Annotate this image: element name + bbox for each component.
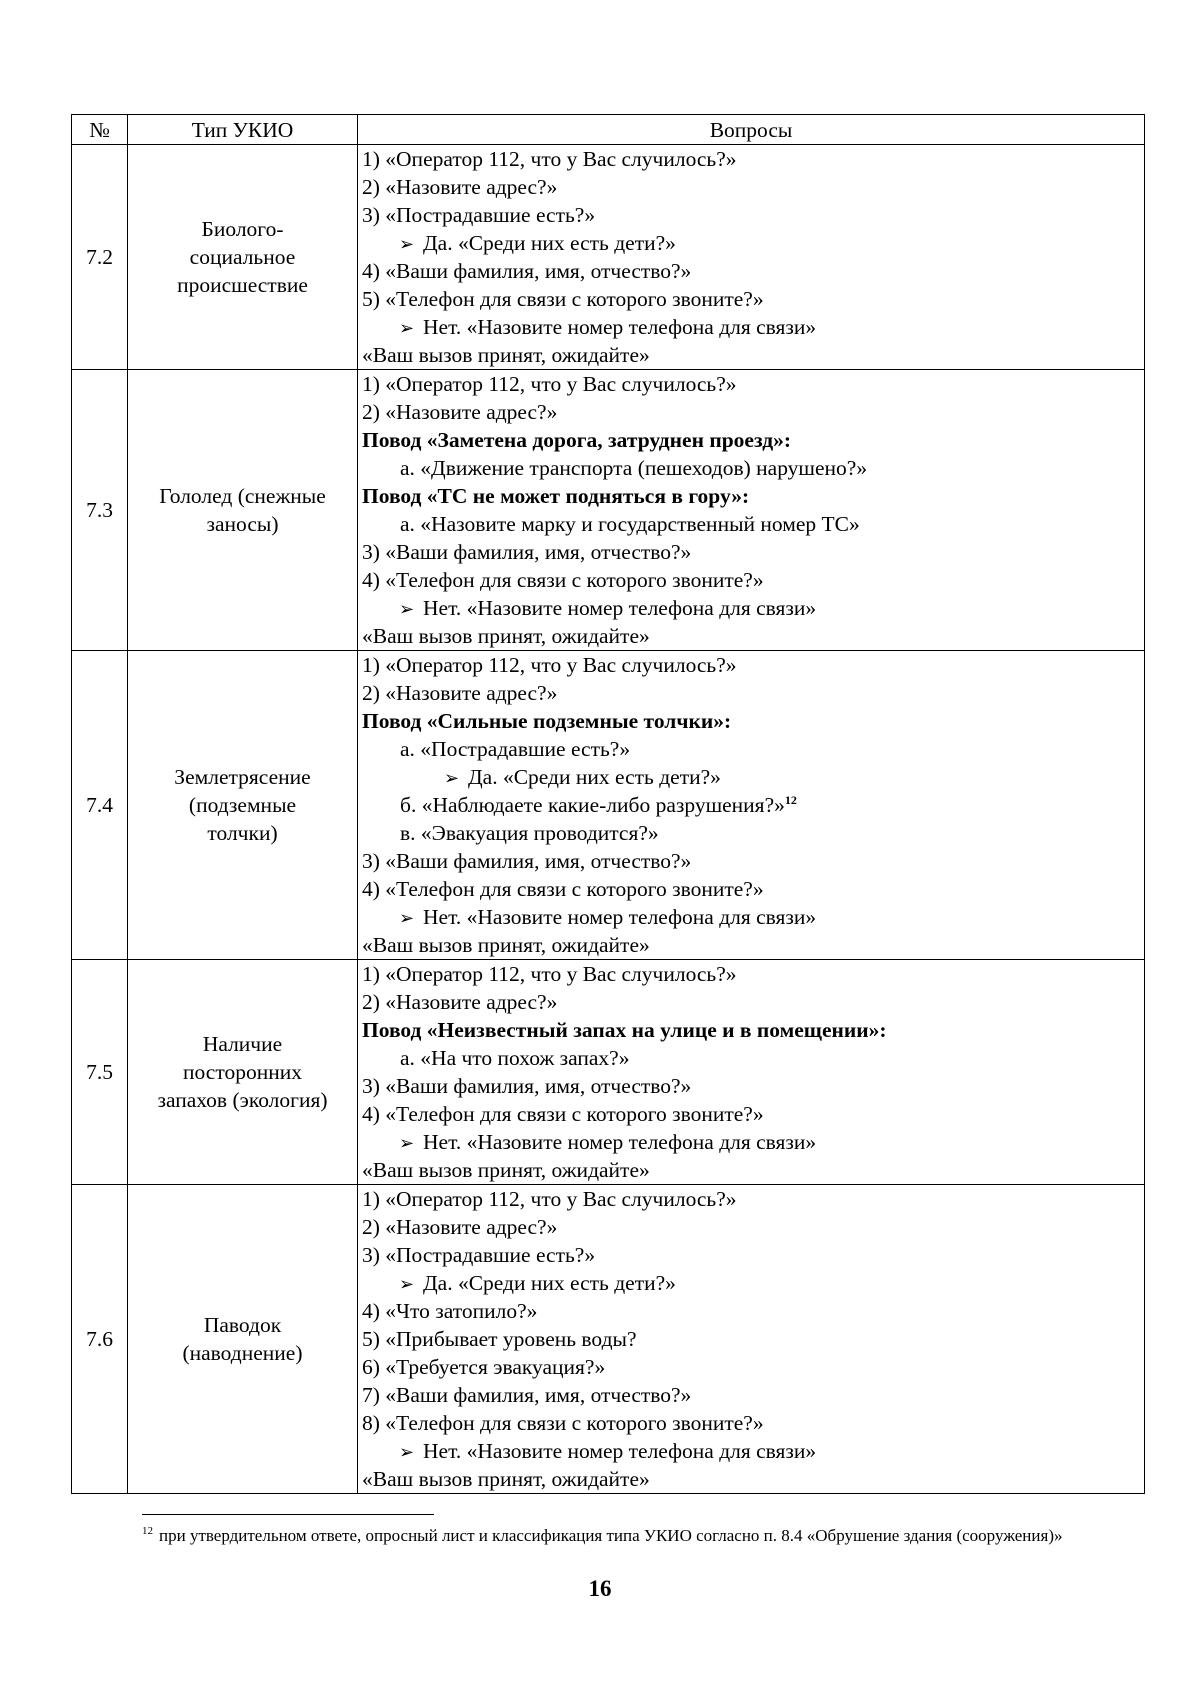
row-type [128, 370, 358, 651]
arrow-bullet-icon: ➢ [399, 1274, 415, 1295]
question-line [362, 763, 1140, 791]
question-text: 4) «Телефон для связи с которого звоните?» [362, 877, 764, 901]
question-text: в. «Эвакуация проводится?» [400, 821, 659, 845]
question-line [362, 622, 1140, 650]
type-line: Наличие [202, 1032, 283, 1056]
question-line [362, 988, 1140, 1016]
question-text: 4) «Что затопило?» [362, 1299, 538, 1323]
footnote-separator [142, 1514, 434, 1515]
question-line [362, 707, 1140, 735]
question-text: Нет. «Назовите номер телефона для связи» [423, 1439, 817, 1463]
question-line [362, 566, 1140, 594]
question-text: 3) «Пострадавшие есть?» [362, 203, 596, 227]
question-line [362, 341, 1140, 369]
question-line [362, 875, 1140, 903]
question-line [362, 1325, 1140, 1353]
table-row [72, 651, 1145, 960]
question-text: Повод «Неизвестный запах на улице и в помещении»: [362, 1018, 887, 1042]
question-line [362, 1297, 1140, 1325]
arrow-bullet-icon: ➢ [444, 768, 460, 789]
question-text: 2) «Назовите адрес?» [362, 175, 558, 199]
header-questions: Вопросы [358, 115, 1145, 145]
row-number: 7.4 [72, 651, 128, 960]
question-line [362, 679, 1140, 707]
question-text: 1) «Оператор 112, что у Вас случилось?» [362, 962, 737, 986]
question-text: 1) «Оператор 112, что у Вас случилось?» [362, 147, 737, 171]
question-line [362, 1269, 1140, 1297]
header-type: Тип УКИО [128, 115, 358, 145]
question-text: 3) «Пострадавшие есть?» [362, 1243, 596, 1267]
footnote-reference: 12 [784, 792, 797, 807]
question-text: 3) «Ваши фамилия, имя, отчество?» [362, 540, 692, 564]
question-text: Да. «Среди них есть дети?» [423, 1271, 676, 1295]
question-text: 1) «Оператор 112, что у Вас случилось?» [362, 653, 737, 677]
question-line [362, 454, 1140, 482]
question-line [362, 1100, 1140, 1128]
question-text: «Ваш вызов принят, ожидайте» [362, 933, 650, 957]
arrow-bullet-icon: ➢ [399, 1133, 415, 1154]
footnote-marker: 12 [142, 1525, 153, 1538]
question-text: «Ваш вызов принят, ожидайте» [362, 624, 650, 648]
row-type [128, 1185, 358, 1494]
question-line [362, 960, 1140, 988]
question-text: а. «Движение транспорта (пешеходов) нарушено?» [400, 456, 868, 480]
row-questions [358, 651, 1145, 960]
row-questions [358, 370, 1145, 651]
questionnaire-table [71, 114, 1145, 1494]
question-line [362, 1044, 1140, 1072]
question-line [362, 931, 1140, 959]
question-text: а. «Пострадавшие есть?» [400, 737, 631, 761]
type-line: Гололед (снежные [159, 484, 326, 508]
type-line: социальное [189, 245, 296, 269]
row-type [128, 651, 358, 960]
type-line: посторонних [183, 1060, 302, 1084]
question-text: 6) «Требуется эвакуация?» [362, 1355, 606, 1379]
question-text: 4) «Ваши фамилия, имя, отчество?» [362, 259, 692, 283]
table-body [72, 145, 1145, 1494]
question-line [362, 1072, 1140, 1100]
header-number: № [72, 115, 128, 145]
arrow-bullet-icon: ➢ [399, 234, 415, 255]
row-number: 7.2 [72, 145, 128, 370]
row-questions [358, 960, 1145, 1185]
type-line: (подземные [188, 793, 297, 817]
question-line [362, 791, 1140, 819]
question-line [362, 482, 1140, 510]
question-line [362, 398, 1140, 426]
row-number: 7.3 [72, 370, 128, 651]
question-line [362, 510, 1140, 538]
question-text: 1) «Оператор 112, что у Вас случилось?» [362, 372, 737, 396]
question-line [362, 1156, 1140, 1184]
question-line [362, 1465, 1140, 1493]
type-line: (наводнение) [182, 1341, 303, 1365]
question-line [362, 426, 1140, 454]
question-text: «Ваш вызов принят, ожидайте» [362, 343, 650, 367]
type-line: Биолого- [201, 217, 284, 241]
table-row [72, 960, 1145, 1185]
question-text: 3) «Ваши фамилия, имя, отчество?» [362, 849, 692, 873]
question-text: Нет. «Назовите номер телефона для связи» [423, 905, 817, 929]
question-text: б. «Наблюдаете какие-либо разрушения?» [400, 793, 785, 817]
arrow-bullet-icon: ➢ [399, 1442, 415, 1463]
row-number: 7.6 [72, 1185, 128, 1494]
question-text: а. «На что похож запах?» [400, 1046, 630, 1070]
table-row [72, 145, 1145, 370]
table-row [72, 1185, 1145, 1494]
arrow-bullet-icon: ➢ [399, 908, 415, 929]
question-text: а. «Назовите марку и государственный номер ТС» [400, 512, 860, 536]
question-line [362, 145, 1140, 173]
question-text: «Ваш вызов принят, ожидайте» [362, 1158, 650, 1182]
question-text: 8) «Телефон для связи с которого звоните?» [362, 1411, 764, 1435]
table-header-row [72, 115, 1145, 145]
question-text: «Ваш вызов принят, ожидайте» [362, 1467, 650, 1491]
question-text: Да. «Среди них есть дети?» [468, 765, 721, 789]
question-text: Нет. «Назовите номер телефона для связи» [423, 1130, 817, 1154]
question-text: 1) «Оператор 112, что у Вас случилось?» [362, 1187, 737, 1211]
question-line [362, 173, 1140, 201]
question-text: Нет. «Назовите номер телефона для связи» [423, 596, 817, 620]
question-line [362, 1241, 1140, 1269]
arrow-bullet-icon: ➢ [399, 318, 415, 339]
question-text: Да. «Среди них есть дети?» [423, 231, 676, 255]
question-line [362, 201, 1140, 229]
table-row [72, 370, 1145, 651]
question-text: 5) «Телефон для связи с которого звоните?» [362, 287, 764, 311]
question-text: 2) «Назовите адрес?» [362, 1215, 558, 1239]
question-line [362, 285, 1140, 313]
question-line [362, 1128, 1140, 1156]
type-line: происшествие [177, 273, 308, 297]
footnote-text: при утвердительном ответе, опросный лист и классификация типа УКИО согласно п. 8.4 «Обрушение здания (сооружения)» [159, 1526, 1063, 1545]
question-line [362, 903, 1140, 931]
question-line [362, 847, 1140, 875]
question-line [362, 1016, 1140, 1044]
question-line [362, 1409, 1140, 1437]
type-line: запахов (экология) [157, 1088, 328, 1112]
question-line [362, 1213, 1140, 1241]
question-text: 2) «Назовите адрес?» [362, 400, 558, 424]
question-line [362, 370, 1140, 398]
question-text: 4) «Телефон для связи с которого звоните?» [362, 568, 764, 592]
question-text: 4) «Телефон для связи с которого звоните?» [362, 1102, 764, 1126]
question-line [362, 1381, 1140, 1409]
question-line [362, 1185, 1140, 1213]
row-questions [358, 1185, 1145, 1494]
arrow-bullet-icon: ➢ [399, 599, 415, 620]
question-text: Повод «Сильные подземные толчки»: [362, 709, 732, 733]
type-line: Паводок [203, 1313, 282, 1337]
footnote [142, 1524, 1144, 1547]
question-text: 3) «Ваши фамилия, имя, отчество?» [362, 1074, 692, 1098]
question-line [362, 229, 1140, 257]
question-text: 7) «Ваши фамилия, имя, отчество?» [362, 1383, 692, 1407]
row-number: 7.5 [72, 960, 128, 1185]
question-line [362, 538, 1140, 566]
row-type [128, 145, 358, 370]
row-type [128, 960, 358, 1185]
question-line [362, 1353, 1140, 1381]
question-text: 2) «Назовите адрес?» [362, 990, 558, 1014]
type-line: Землетрясение [174, 765, 311, 789]
question-text: 2) «Назовите адрес?» [362, 681, 558, 705]
question-line [362, 313, 1140, 341]
question-text: Повод «ТС не может подняться в гору»: [362, 484, 750, 508]
question-line [362, 819, 1140, 847]
question-text: Нет. «Назовите номер телефона для связи» [423, 315, 817, 339]
question-text: Повод «Заметена дорога, затруднен проезд»: [362, 428, 792, 452]
page-number: 16 [588, 1576, 612, 1601]
question-line [362, 651, 1140, 679]
row-questions [358, 145, 1145, 370]
question-text: 5) «Прибывает уровень воды? [362, 1327, 637, 1351]
question-line [362, 735, 1140, 763]
type-line: толчки) [207, 821, 278, 845]
question-line [362, 594, 1140, 622]
type-line: заносы) [206, 512, 279, 536]
question-line [362, 257, 1140, 285]
question-line [362, 1437, 1140, 1465]
